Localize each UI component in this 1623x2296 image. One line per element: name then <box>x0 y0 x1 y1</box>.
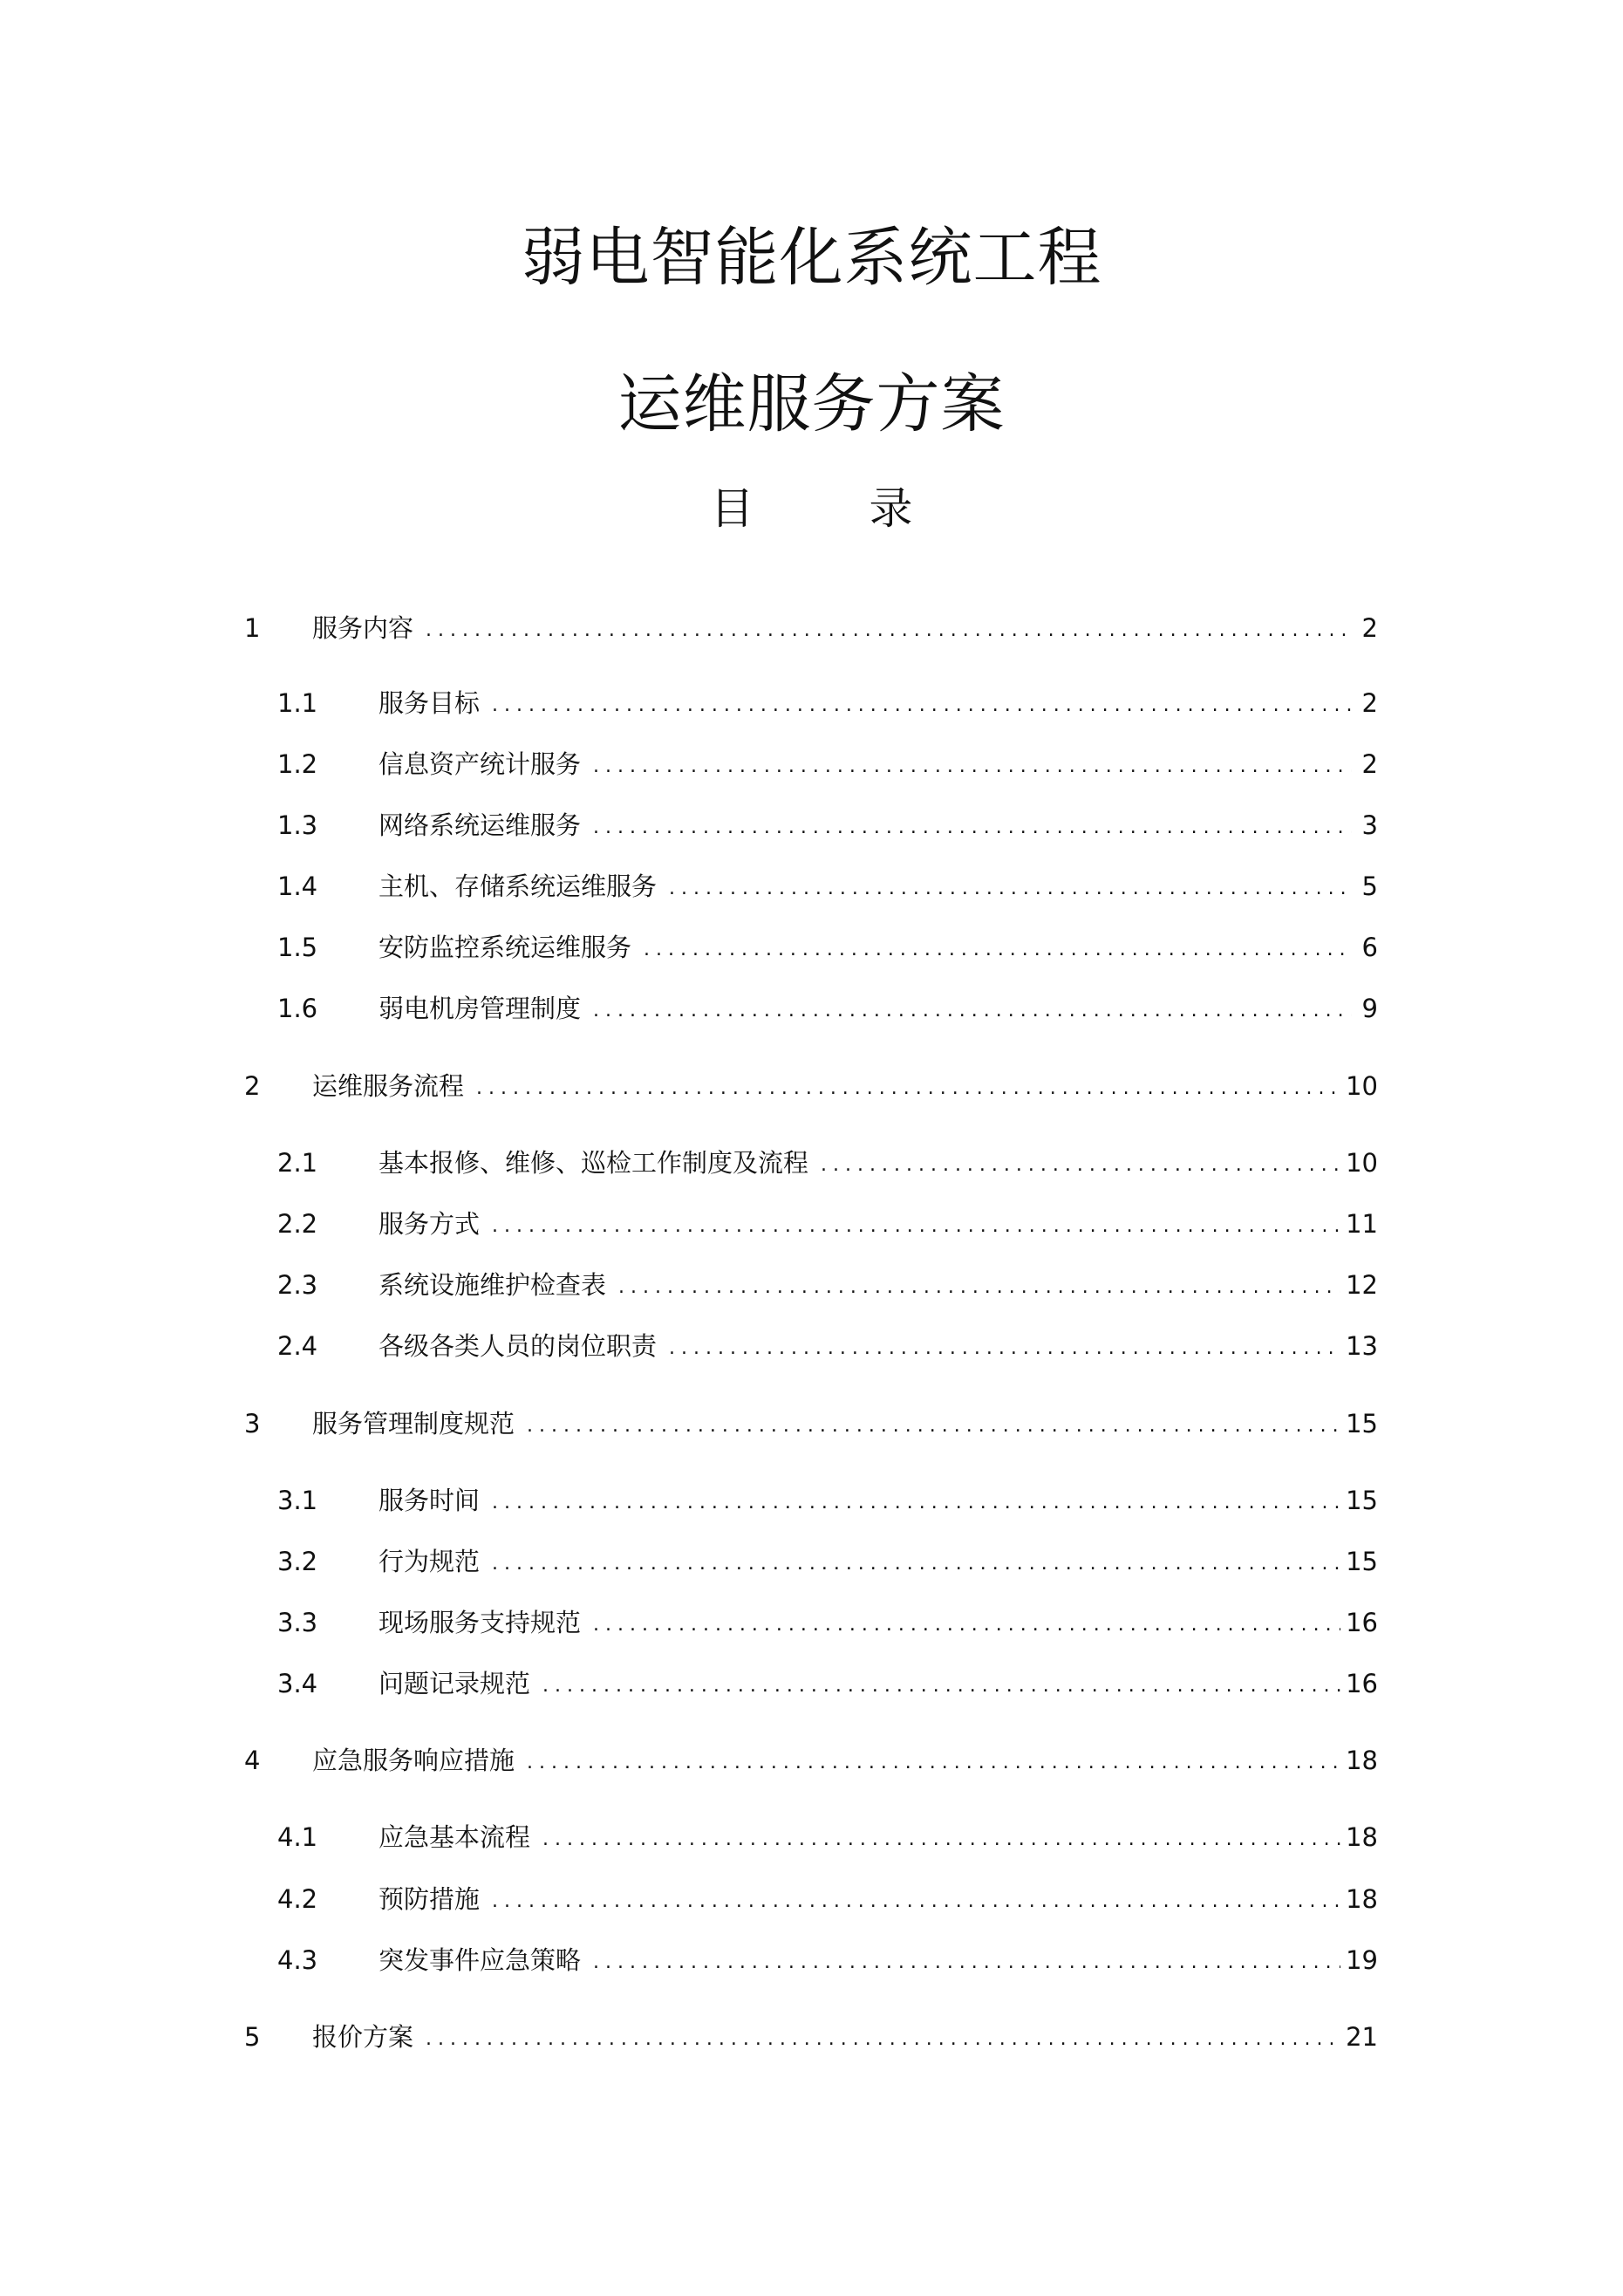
toc-title: 服务管理制度规范 <box>312 1408 515 1438</box>
toc-number: 5 <box>244 2021 261 2052</box>
toc-subsection[interactable] <box>277 1479 1378 1522</box>
toc-title: 服务方式 <box>378 1208 481 1239</box>
toc-dot-leader <box>542 1830 1340 1849</box>
toc-page-number: 18 <box>1346 1883 1378 1914</box>
toc-page-number: 9 <box>1361 993 1378 1023</box>
toc-page-number: 2 <box>1361 748 1378 779</box>
toc-dot-leader <box>593 818 1352 837</box>
toc-subsection[interactable] <box>277 803 1378 847</box>
toc-number: 2 <box>244 1070 261 1101</box>
toc-page-number: 13 <box>1346 1330 1378 1361</box>
toc-number: 1.1 <box>277 687 318 718</box>
toc-dot-leader <box>426 621 1352 640</box>
toc-page-number: 10 <box>1346 1070 1378 1101</box>
toc-page-number: 3 <box>1361 810 1378 840</box>
toc-section[interactable] <box>244 606 1378 650</box>
toc-dot-leader <box>542 1677 1340 1696</box>
toc-number: 2.3 <box>277 1269 318 1300</box>
toc-page-number: 5 <box>1361 871 1378 901</box>
toc-dot-leader <box>669 879 1352 899</box>
toc-dot-leader <box>492 1555 1340 1574</box>
toc-page-number: 16 <box>1346 1668 1378 1698</box>
toc-title: 服务时间 <box>378 1485 481 1515</box>
toc-subsection[interactable] <box>277 1877 1378 1921</box>
document-subtitle: 运维服务方案 <box>617 366 1006 441</box>
toc-dot-leader <box>821 1156 1340 1175</box>
toc-title: 安防监控系统运维服务 <box>378 932 632 962</box>
toc-dot-leader <box>492 1892 1340 1911</box>
toc-number: 2.4 <box>277 1330 318 1361</box>
toc-number: 3 <box>244 1408 261 1438</box>
toc-section[interactable] <box>244 1064 1378 1108</box>
toc-title: 应急服务响应措施 <box>312 1745 515 1775</box>
toc-title: 服务目标 <box>378 687 481 718</box>
toc-title: 报价方案 <box>312 2021 414 2052</box>
toc-number: 3.2 <box>277 1546 318 1576</box>
toc-page-number: 18 <box>1346 1745 1378 1775</box>
toc-number: 1.5 <box>277 932 318 962</box>
toc-page-number: 10 <box>1346 1147 1378 1178</box>
toc-section[interactable] <box>244 1739 1378 1782</box>
toc-subsection[interactable] <box>277 1540 1378 1583</box>
toc-page-number: 16 <box>1346 1607 1378 1637</box>
toc-title: 应急基本流程 <box>378 1821 531 1852</box>
toc-number: 3.3 <box>277 1607 318 1637</box>
toc-number: 3.4 <box>277 1668 318 1698</box>
toc-title: 预防措施 <box>378 1883 481 1914</box>
toc-title: 网络系统运维服务 <box>378 810 582 840</box>
toc-page-number: 2 <box>1361 612 1378 643</box>
toc-title: 信息资产统计服务 <box>378 748 582 779</box>
toc-page-number: 12 <box>1346 1269 1378 1300</box>
toc-page-number: 6 <box>1361 932 1378 962</box>
toc-dot-leader <box>426 2030 1340 2049</box>
toc-number: 1 <box>244 612 261 643</box>
toc-dot-leader <box>593 757 1352 776</box>
toc-number: 1.2 <box>277 748 318 779</box>
toc-number: 1.4 <box>277 871 318 901</box>
toc-dot-leader <box>593 1953 1340 1972</box>
toc-title: 各级各类人员的岗位职责 <box>378 1330 658 1361</box>
toc-subsection[interactable] <box>277 926 1378 969</box>
toc-title: 基本报修、维修、巡检工作制度及流程 <box>378 1147 809 1178</box>
toc-title: 系统设施维护检查表 <box>378 1269 607 1300</box>
toc-page-number: 21 <box>1346 2021 1378 2052</box>
toc-number: 2.2 <box>277 1208 318 1239</box>
toc-page-number: 18 <box>1346 1821 1378 1852</box>
toc-subsection[interactable] <box>277 1815 1378 1859</box>
toc-section[interactable] <box>244 1402 1378 1445</box>
toc-section[interactable] <box>244 2015 1378 2059</box>
toc-subsection[interactable] <box>277 742 1378 786</box>
toc-number: 2.1 <box>277 1147 318 1178</box>
toc-number: 4 <box>244 1745 261 1775</box>
toc-dot-leader <box>492 1217 1340 1236</box>
toc-dot-leader <box>618 1278 1340 1297</box>
toc-subsection[interactable] <box>277 1938 1378 1982</box>
document-title: 弱电智能化系统工程 <box>521 220 1102 295</box>
toc-number: 3.1 <box>277 1485 318 1515</box>
toc-dot-leader <box>593 1001 1352 1021</box>
toc-dot-leader <box>644 940 1352 960</box>
toc-page-number: 11 <box>1346 1208 1378 1239</box>
toc-title: 现场服务支持规范 <box>378 1607 582 1637</box>
toc-title: 突发事件应急策略 <box>378 1944 582 1975</box>
toc-title: 行为规范 <box>378 1546 481 1576</box>
toc-title: 运维服务流程 <box>312 1070 465 1101</box>
toc-page-number: 15 <box>1346 1408 1378 1438</box>
toc-subsection[interactable] <box>277 1662 1378 1705</box>
toc-subsection[interactable] <box>277 1263 1378 1307</box>
toc-dot-leader <box>593 1616 1340 1635</box>
toc-dot-leader <box>669 1339 1340 1358</box>
toc-subsection[interactable] <box>277 681 1378 725</box>
toc-title: 弱电机房管理制度 <box>378 993 582 1023</box>
toc-dot-leader <box>492 696 1352 715</box>
toc-subsection[interactable] <box>277 1601 1378 1644</box>
toc-number: 4.2 <box>277 1883 318 1914</box>
toc-title: 问题记录规范 <box>378 1668 531 1698</box>
toc-subsection[interactable] <box>277 987 1378 1030</box>
toc-dot-leader <box>527 1417 1340 1436</box>
toc-number: 4.1 <box>277 1821 318 1852</box>
toc-page-number: 19 <box>1346 1944 1378 1975</box>
toc-page-number: 15 <box>1346 1485 1378 1515</box>
toc-page-number: 15 <box>1346 1546 1378 1576</box>
toc-number: 4.3 <box>277 1944 318 1975</box>
toc-subsection[interactable] <box>277 864 1378 908</box>
toc-subsection[interactable] <box>277 1324 1378 1368</box>
toc-number: 1.6 <box>277 993 318 1023</box>
toc-subsection[interactable] <box>277 1141 1378 1185</box>
toc-subsection[interactable] <box>277 1202 1378 1246</box>
toc-title: 主机、存储系统运维服务 <box>378 871 658 901</box>
toc-heading: 目 录 <box>710 483 964 534</box>
toc-number: 1.3 <box>277 810 318 840</box>
toc-title: 服务内容 <box>312 612 414 643</box>
toc-dot-leader <box>476 1079 1340 1098</box>
toc-dot-leader <box>527 1753 1340 1773</box>
toc-page-number: 2 <box>1361 687 1378 718</box>
toc-dot-leader <box>492 1493 1340 1513</box>
